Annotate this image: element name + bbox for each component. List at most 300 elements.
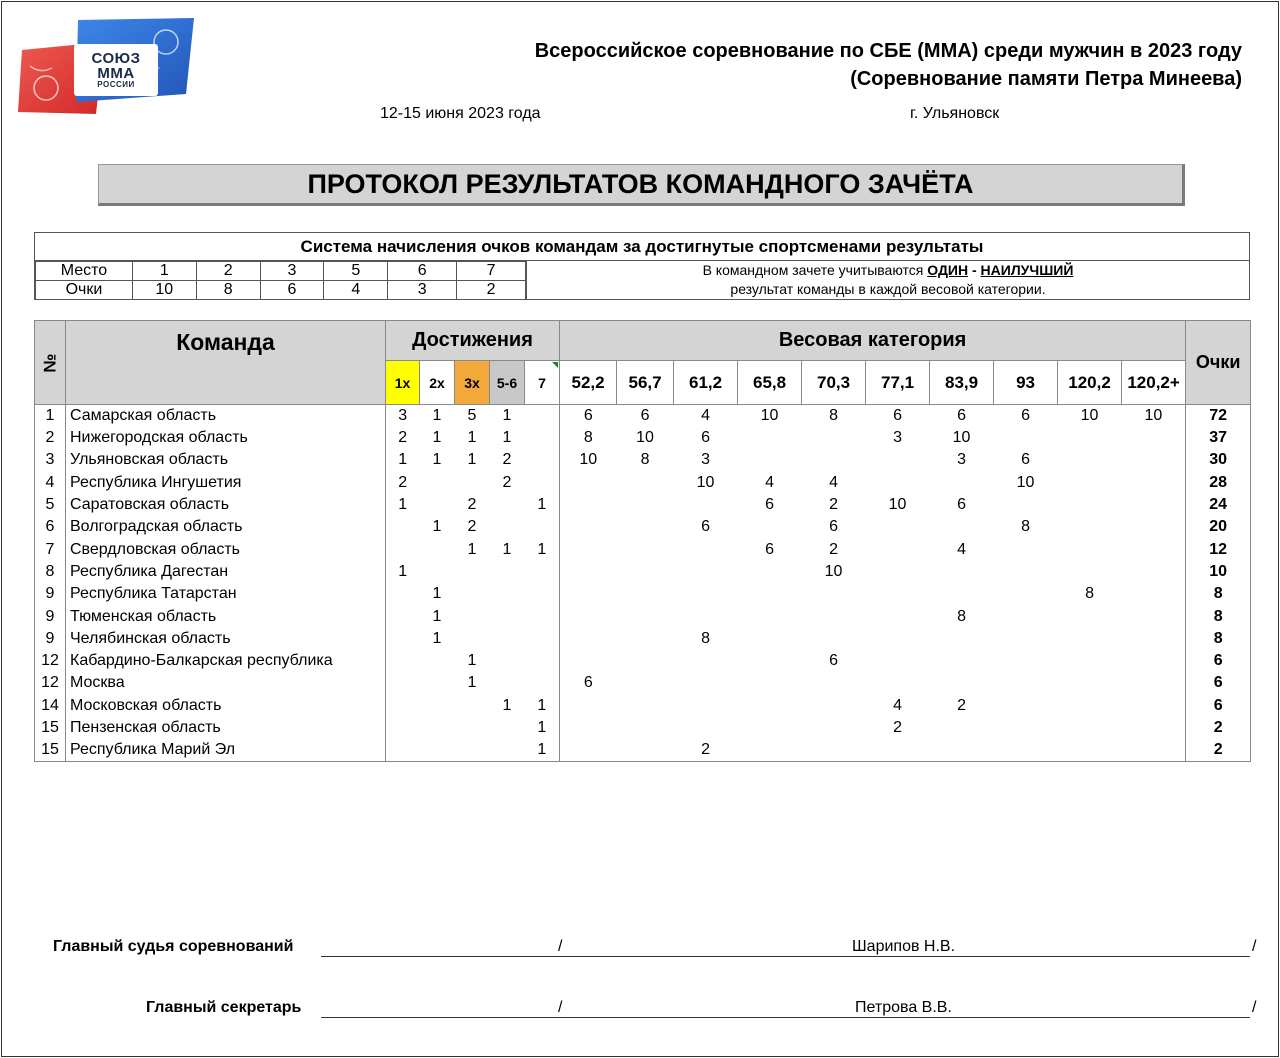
row-weight-points: 8: [1021, 518, 1030, 536]
row-weight-points: 8: [640, 451, 650, 469]
row-achievement: 2: [386, 472, 420, 494]
row-achievement: [525, 650, 560, 672]
row-total-points: 28: [1186, 472, 1251, 494]
row-weight-points: [617, 472, 674, 494]
row-achievement: [386, 538, 420, 560]
row-weight-points: [930, 516, 994, 538]
row-weight-points: [802, 695, 866, 717]
row-weight-points: [866, 516, 930, 538]
row-weight-points: [866, 472, 930, 494]
row-achievement: 2: [467, 518, 477, 536]
weight-header: 56,7: [617, 361, 674, 405]
row-weight-points: [1122, 717, 1186, 739]
row-achievement: [420, 717, 455, 739]
row-weight-points: [994, 538, 1058, 560]
achievement-7-header: [525, 361, 560, 405]
row-weight-points: [738, 561, 802, 583]
row-achievement: [386, 695, 420, 717]
logo-line-3: РОССИИ: [97, 80, 135, 89]
row-weight-points: [866, 672, 930, 694]
achievement-7-label: 7: [538, 374, 546, 391]
row-weight-points: 6: [765, 496, 774, 514]
row-weight-points: [866, 583, 930, 605]
row-weight-points: 6: [560, 405, 617, 428]
row-weight-points: 2: [829, 540, 838, 558]
row-weight-points: 10: [824, 562, 843, 580]
row-achievement: [386, 672, 420, 694]
row-weight-points: [866, 561, 930, 583]
column-points-header: Очки: [1186, 321, 1251, 405]
place-value: 7: [457, 262, 526, 281]
row-weight-points: [1122, 427, 1186, 449]
row-weight-points: 3: [893, 429, 902, 447]
row-weight-points: [738, 427, 802, 449]
logo-line-2: ММА: [97, 65, 135, 82]
table-row: [35, 472, 1251, 494]
place-label: Место: [36, 262, 133, 281]
row-total-points: 30: [1186, 449, 1251, 471]
row-team: Кабардино-Балкарская республика: [66, 650, 386, 672]
table-row: [35, 561, 1251, 583]
number-header-label: №: [39, 353, 59, 372]
row-weight-points: 6: [560, 672, 617, 694]
row-weight-points: [674, 561, 738, 583]
row-team: Свердловская область: [66, 538, 386, 560]
note-text: В командном зачете учитываются: [702, 262, 928, 278]
row-weight-points: [1122, 449, 1186, 471]
row-achievement: [420, 561, 455, 583]
row-achievement: 1: [525, 717, 560, 739]
row-achievement: [420, 494, 455, 516]
row-place: 2: [35, 427, 66, 449]
row-weight-points: [617, 605, 674, 627]
row-place: 9: [35, 583, 66, 605]
row-weight-points: [1058, 695, 1122, 717]
signature-slash: /: [558, 938, 563, 955]
scoring-system-title: Система начисления очков командам за достигнутые спортсменами результаты: [35, 233, 1249, 261]
row-weight-points: [738, 650, 802, 672]
row-place: 9: [35, 605, 66, 627]
achievement-3x-header: 3х: [455, 361, 490, 405]
competition-subtitle: (Соревнование памяти Петра Минеева): [850, 68, 1242, 90]
row-weight-points: [560, 583, 617, 605]
row-weight-points: 10: [560, 449, 617, 471]
points-value: 4: [324, 281, 388, 300]
table-row: [35, 739, 1251, 762]
row-weight-points: [617, 516, 674, 538]
row-weight-points: 8: [957, 607, 966, 625]
chief-secretary-signature-line: [321, 1000, 1250, 1018]
row-weight-points: [1058, 628, 1122, 650]
signature-slash: /: [1252, 999, 1257, 1016]
table-row: [35, 538, 1251, 560]
row-weight-points: 10: [636, 429, 654, 447]
row-achievement: 1: [502, 696, 512, 714]
row-achievement: [525, 516, 560, 538]
row-weight-points: [617, 717, 674, 739]
row-weight-points: [1058, 650, 1122, 672]
achievement-1x-header: 1х: [386, 361, 420, 405]
row-weight-points: [617, 628, 674, 650]
row-weight-points: [560, 538, 617, 560]
place-value: 2: [196, 262, 260, 281]
row-weight-points: [994, 628, 1058, 650]
chief-judge-label: Главный судья соревнований: [53, 938, 294, 955]
row-weight-points: [674, 583, 738, 605]
row-weight-points: 10: [738, 405, 802, 428]
scoring-points-row: [36, 281, 526, 300]
row-achievement: [525, 583, 560, 605]
chief-judge-name: Шарипов Н.В.: [852, 938, 956, 955]
row-weight-points: 10: [1122, 405, 1186, 428]
row-achievement: 1: [525, 494, 560, 516]
row-weight-points: 6: [701, 518, 710, 536]
row-place: 12: [35, 650, 66, 672]
row-weight-points: [738, 739, 802, 762]
points-value: 10: [132, 281, 196, 300]
table-row: [35, 583, 1251, 605]
row-place: 9: [35, 628, 66, 650]
achievement-5-6-header: 5-6: [490, 361, 525, 405]
row-achievement: [525, 427, 560, 449]
table-row: [35, 628, 1251, 650]
row-weight-points: [560, 494, 617, 516]
row-weight-points: 6: [957, 496, 966, 514]
row-weight-points: [994, 695, 1058, 717]
place-value: 1: [132, 262, 196, 281]
row-achievement: 1: [467, 540, 477, 558]
row-total-points: 10: [1186, 561, 1251, 583]
table-row: [35, 717, 1251, 739]
row-place: 14: [35, 695, 66, 717]
weight-header: 93: [994, 361, 1058, 405]
row-total-points: 37: [1186, 427, 1251, 449]
row-achievement: [525, 449, 560, 471]
row-weight-points: [1058, 472, 1122, 494]
row-achievement: [525, 405, 560, 428]
row-achievement: 1: [467, 451, 477, 469]
row-weight-points: [866, 650, 930, 672]
table-row: [35, 650, 1251, 672]
row-total-points: 2: [1186, 717, 1251, 739]
row-weight-points: 6: [930, 405, 994, 428]
row-achievement: [525, 605, 560, 627]
row-achievement: 2: [502, 451, 512, 469]
place-value: 3: [260, 262, 324, 281]
row-weight-points: [930, 472, 994, 494]
row-team: Самарская область: [66, 405, 386, 428]
row-weight-points: 6: [994, 405, 1058, 428]
row-weight-points: [1058, 561, 1122, 583]
row-weight-points: [560, 695, 617, 717]
row-weight-points: 10: [696, 473, 715, 491]
chief-judge-signature-line: [321, 939, 1250, 957]
table-row: [35, 605, 1251, 627]
row-weight-points: [1058, 717, 1122, 739]
row-achievement: 1: [467, 674, 477, 692]
row-weight-points: [617, 672, 674, 694]
competition-date: 12-15 июня 2023 года: [380, 105, 541, 122]
row-place: 8: [35, 561, 66, 583]
row-place: 5: [35, 494, 66, 516]
row-achievement: 1: [525, 739, 560, 762]
row-place: 4: [35, 472, 66, 494]
row-weight-points: [560, 628, 617, 650]
row-weight-points: [738, 516, 802, 538]
row-weight-points: 10: [952, 429, 971, 447]
weight-header: 120,2+: [1122, 361, 1186, 405]
row-weight-points: 6: [829, 518, 838, 536]
row-weight-points: [802, 628, 866, 650]
row-weight-points: 3: [957, 451, 966, 469]
row-weight-points: [930, 628, 994, 650]
scoring-system-box: [34, 232, 1250, 300]
scoring-grid: [35, 261, 526, 300]
signature-slash: /: [558, 999, 563, 1016]
row-achievement: [420, 672, 455, 694]
row-weight-points: [617, 561, 674, 583]
row-achievement: 1: [490, 405, 525, 428]
row-place: 1: [35, 405, 66, 428]
row-weight-points: [994, 650, 1058, 672]
row-achievement: [386, 650, 420, 672]
row-total-points: 2: [1186, 739, 1251, 762]
row-weight-points: [617, 739, 674, 762]
row-achievement: 1: [525, 538, 560, 560]
table-row: [35, 672, 1251, 694]
row-achievement: [420, 739, 455, 762]
row-weight-points: 6: [829, 652, 838, 670]
row-weight-points: [617, 538, 674, 560]
row-achievement: 1: [467, 652, 477, 670]
row-weight-points: [617, 583, 674, 605]
row-team: Ульяновская область: [66, 449, 386, 471]
row-weight-points: 4: [893, 696, 902, 714]
chief-secretary-name: Петрова В.В.: [855, 999, 952, 1016]
row-achievement: 1: [386, 494, 420, 516]
row-achievement: 1: [525, 695, 560, 717]
row-achievement: [455, 695, 490, 717]
row-weight-points: 4: [674, 405, 738, 428]
row-weight-points: [560, 739, 617, 762]
row-achievement: [420, 472, 455, 494]
place-value: 5: [324, 262, 388, 281]
row-weight-points: [1122, 628, 1186, 650]
row-weight-points: [866, 538, 930, 560]
points-label: Очки: [36, 281, 133, 300]
row-team: Челябинская область: [66, 628, 386, 650]
table-row: [35, 427, 1251, 449]
row-weight-points: [738, 605, 802, 627]
table-row: [35, 516, 1251, 538]
row-weight-points: 2: [957, 696, 966, 714]
results-body: [35, 405, 1251, 762]
row-weight-points: [1058, 538, 1122, 560]
scoring-note-line-2: результат команды в каждой весовой категории.: [730, 281, 1046, 297]
column-team-header: Команда: [66, 321, 386, 405]
logo-wordmark: [74, 44, 158, 96]
row-weight-points: [802, 717, 866, 739]
row-weight-points: 6: [866, 405, 930, 428]
row-weight-points: 4: [957, 540, 966, 558]
row-achievement: [455, 717, 490, 739]
row-weight-points: 8: [1085, 585, 1094, 603]
row-weight-points: 3: [701, 451, 710, 469]
row-total-points: 72: [1186, 405, 1251, 428]
row-weight-points: [738, 695, 802, 717]
chief-secretary-label: Главный секретарь: [146, 999, 302, 1016]
points-value: 2: [457, 281, 526, 300]
row-weight-points: [738, 672, 802, 694]
row-achievement: [490, 672, 525, 694]
row-weight-points: [866, 449, 930, 471]
row-weight-points: [1122, 516, 1186, 538]
row-weight-points: [1122, 695, 1186, 717]
row-weight-points: 10: [1058, 405, 1122, 428]
row-weight-points: [738, 449, 802, 471]
column-weight-header: Весовая категория: [560, 321, 1186, 361]
row-weight-points: [560, 516, 617, 538]
row-achievement: [490, 516, 525, 538]
row-weight-points: [994, 583, 1058, 605]
row-weight-points: [1058, 449, 1122, 471]
row-achievement: [455, 561, 490, 583]
row-place: 6: [35, 516, 66, 538]
row-achievement: 1: [420, 405, 455, 428]
weight-header: 70,3: [802, 361, 866, 405]
row-weight-points: [802, 739, 866, 762]
row-team: Республика Марий Эл: [66, 739, 386, 762]
row-weight-points: [1058, 427, 1122, 449]
row-team: Москва: [66, 672, 386, 694]
row-total-points: 8: [1186, 583, 1251, 605]
row-achievement: 1: [432, 451, 442, 469]
row-achievement: [490, 605, 525, 627]
row-achievement: 1: [432, 429, 442, 447]
row-team: Московская область: [66, 695, 386, 717]
row-achievement: [525, 472, 560, 494]
row-achievement: 1: [386, 561, 420, 583]
row-weight-points: [674, 494, 738, 516]
row-achievement: [386, 717, 420, 739]
row-achievement: 1: [502, 540, 512, 558]
table-row: [35, 405, 1251, 428]
row-weight-points: [560, 717, 617, 739]
row-achievement: [455, 739, 490, 762]
row-achievement: 1: [467, 429, 477, 447]
row-weight-points: [1122, 472, 1186, 494]
row-total-points: 6: [1186, 672, 1251, 694]
points-value: 6: [260, 281, 324, 300]
row-achievement: [386, 739, 420, 762]
row-weight-points: 2: [674, 739, 738, 762]
row-weight-points: [674, 717, 738, 739]
row-weight-points: [802, 672, 866, 694]
row-weight-points: 10: [888, 496, 907, 514]
row-weight-points: [866, 605, 930, 627]
row-weight-points: [674, 538, 738, 560]
points-value: 3: [388, 281, 457, 300]
row-achievement: 2: [467, 496, 477, 514]
row-achievement: [525, 561, 560, 583]
row-achievement: 2: [386, 427, 420, 449]
row-team: Тюменская область: [66, 605, 386, 627]
union-mma-russia-logo: [16, 16, 198, 118]
row-weight-points: [994, 494, 1058, 516]
row-weight-points: [802, 449, 866, 471]
scoring-places-row: [36, 262, 526, 281]
protocol-page: [1, 1, 1279, 1057]
row-weight-points: [560, 472, 617, 494]
row-weight-points: 6: [765, 540, 774, 558]
row-weight-points: [738, 628, 802, 650]
row-team: Нижегородская область: [66, 427, 386, 449]
row-total-points: 8: [1186, 605, 1251, 627]
row-achievement: [490, 717, 525, 739]
row-weight-points: [994, 717, 1058, 739]
weight-header: 61,2: [674, 361, 738, 405]
row-weight-points: [930, 561, 994, 583]
row-achievement: [386, 516, 420, 538]
row-weight-points: [930, 583, 994, 605]
row-weight-points: [994, 672, 1058, 694]
table-row: [35, 494, 1251, 516]
row-achievement: 1: [386, 449, 420, 471]
row-achievement: [525, 672, 560, 694]
row-achievement: 1: [432, 518, 442, 536]
note-one: ОДИН: [927, 262, 969, 278]
row-weight-points: 2: [893, 719, 902, 736]
row-place: 3: [35, 449, 66, 471]
logo-line-1: СОЮЗ: [91, 50, 141, 67]
row-total-points: 8: [1186, 628, 1251, 650]
table-row: [35, 695, 1251, 717]
row-weight-points: 8: [560, 427, 617, 449]
row-total-points: 24: [1186, 494, 1251, 516]
row-weight-points: [1122, 650, 1186, 672]
row-total-points: 20: [1186, 516, 1251, 538]
row-weight-points: 8: [802, 405, 866, 428]
row-weight-points: [1122, 605, 1186, 627]
row-achievement: 1: [432, 585, 442, 603]
row-weight-points: [1122, 561, 1186, 583]
row-weight-points: [617, 650, 674, 672]
row-achievement: [455, 605, 490, 627]
place-value: 6: [388, 262, 457, 281]
row-achievement: 1: [502, 429, 512, 447]
row-weight-points: [866, 739, 930, 762]
row-weight-points: [674, 605, 738, 627]
row-achievement: [420, 538, 455, 560]
row-achievement: 5: [455, 405, 490, 428]
row-weight-points: 10: [1016, 473, 1035, 491]
row-weight-points: [802, 583, 866, 605]
row-achievement: [386, 583, 420, 605]
row-weight-points: [930, 717, 994, 739]
row-achievement: [420, 695, 455, 717]
row-weight-points: [617, 695, 674, 717]
protocol-banner: ПРОТОКОЛ РЕЗУЛЬТАТОВ КОМАНДНОГО ЗАЧЁТА: [98, 164, 1185, 206]
row-place: 15: [35, 717, 66, 739]
column-achievements-header: Достижения: [386, 321, 560, 361]
row-weight-points: [1122, 672, 1186, 694]
row-weight-points: [738, 717, 802, 739]
row-weight-points: [1058, 605, 1122, 627]
column-number-header: [35, 321, 66, 405]
row-achievement: 1: [432, 629, 442, 647]
row-weight-points: [930, 650, 994, 672]
row-weight-points: [560, 650, 617, 672]
